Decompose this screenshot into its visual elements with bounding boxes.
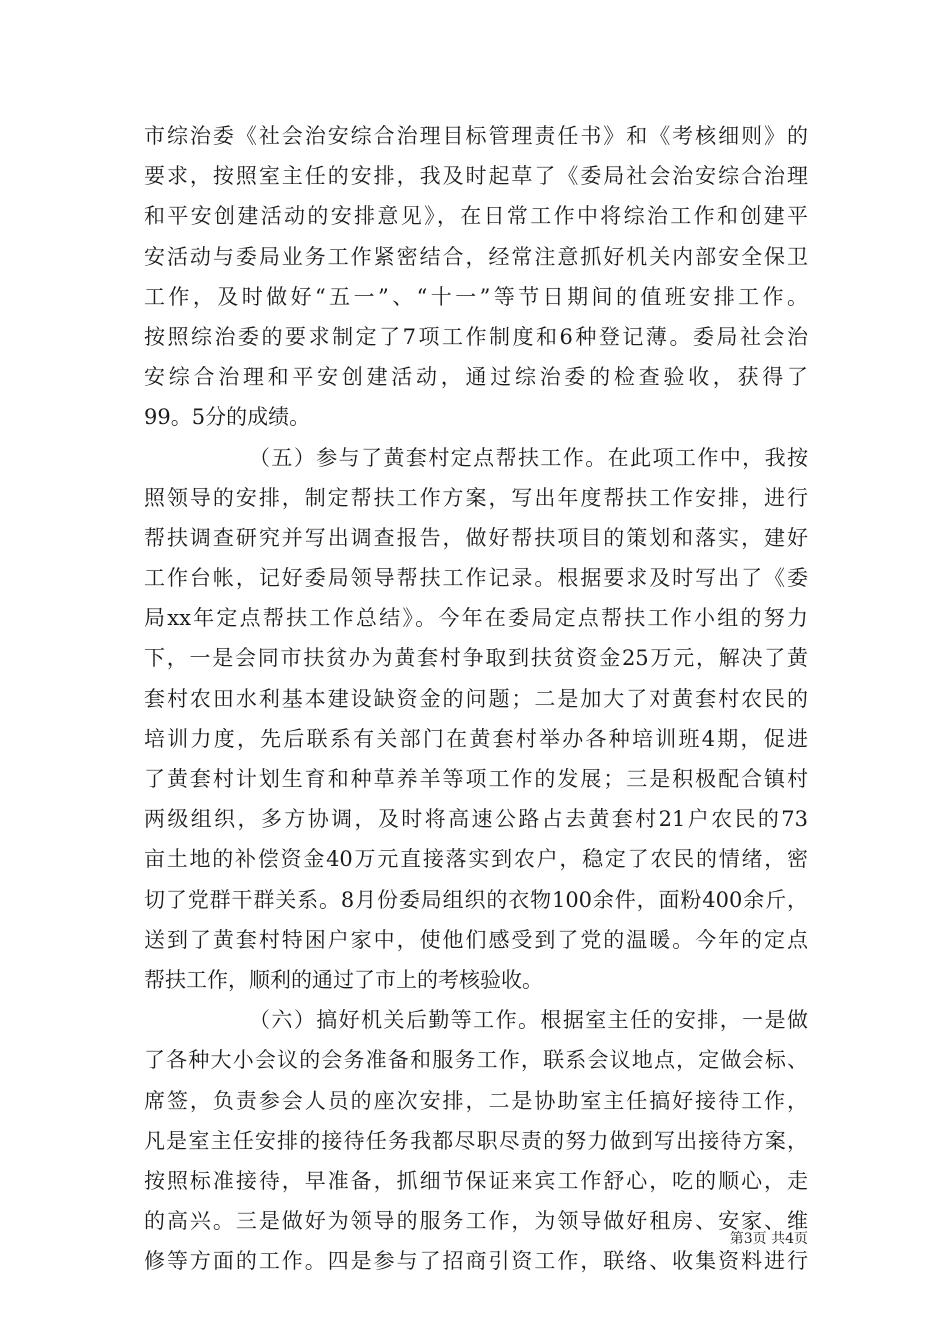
page-number: 第3页 共4页 (729, 1231, 808, 1247)
text-line: 了黄套村计划生育和种草养羊等项工作的发展；三是积极配合镇村 (144, 767, 808, 791)
text-line: 修等方面的工作。四是参与了招商引资工作，联络、收集资料进行 (144, 1249, 808, 1274)
text-line: 下，一是会同市扶贫办为黄套村争取到扶贫资金25万元，解决了黄 (144, 646, 808, 671)
text-line: 市综治委《社会治安综合治理目标管理责任书》和《考核细则》的 (144, 124, 808, 148)
text-line: 席签，负责参会人员的座次安排，二是协助室主任搞好接待工作， (144, 1088, 808, 1113)
text-line: 套村农田水利基本建设缺资金的问题；二是加大了对黄套村农民的 (144, 686, 808, 711)
text-line: 切了党群干群关系。8月份委局组织的衣物100余件，面粉400余斤， (144, 887, 808, 912)
text-line: 工作台帐，记好委局领导帮扶工作记录。根据要求及时写出了《委 (144, 566, 808, 591)
text-line: 安综合治理和平安创建活动，通过综治委的检查验收，获得了 (144, 365, 808, 390)
text-line: 了各种大小会议的会务准备和服务工作，联系会议地点，定做会标、 (144, 1048, 808, 1073)
text-line: 工作，及时做好“五一”、“十一”等节日期间的值班安排工作。 (144, 284, 808, 309)
text-line: 按照综治委的要求制定了7项工作制度和6种登记薄。委局社会治 (144, 324, 808, 349)
text-line: （六）搞好机关后勤等工作。根据室主任的安排，一是做 (249, 1008, 808, 1033)
body-text (144, 116, 808, 1281)
text-line: 帮扶工作，顺利的通过了市上的考核验收。 (144, 967, 543, 992)
text-line: 和平安创建活动的安排意见》，在日常工作中将综治工作和创建平 (144, 204, 808, 229)
text-line: 照领导的安排，制定帮扶工作方案，写出年度帮扶工作安排，进行 (144, 485, 808, 510)
text-line: 送到了黄套村特困户家中，使他们感受到了党的温暖。今年的定点 (144, 927, 808, 952)
text-line: 的高兴。三是做好为领导的服务工作，为领导做好租房、安家、维 (144, 1209, 808, 1234)
text-line: 局xx年定点帮扶工作总结》。今年在委局定点帮扶工作小组的努力 (144, 606, 808, 631)
text-line: 帮扶调查研究并写出调查报告，做好帮扶项目的策划和落实，建好 (144, 525, 808, 550)
text-line: 培训力度，先后联系有关部门在黄套村举办各种培训班4期，促进 (144, 726, 808, 751)
text-line: 要求，按照室主任的安排，我及时起草了《委局社会治安综合治理 (144, 164, 808, 189)
text-line: 两级组织，多方协调，及时将高速公路占去黄套村21户农民的73 (144, 807, 808, 832)
text-line: 按照标准接待，早准备，抓细节保证来宾工作舒心，吃的顺心，走 (144, 1168, 808, 1193)
text-line: 99。5分的成绩。 (144, 405, 311, 430)
text-line: （五）参与了黄套村定点帮扶工作。在此项工作中，我按 (249, 445, 808, 470)
text-line: 安活动与委局业务工作紧密结合，经常注意抓好机关内部安全保卫 (144, 244, 808, 269)
text-line: 凡是室主任安排的接待任务我都尽职尽责的努力做到写出接待方案， (144, 1128, 808, 1153)
text-line: 亩土地的补偿资金40万元直接落实到农户，稳定了农民的情绪，密 (144, 847, 808, 872)
